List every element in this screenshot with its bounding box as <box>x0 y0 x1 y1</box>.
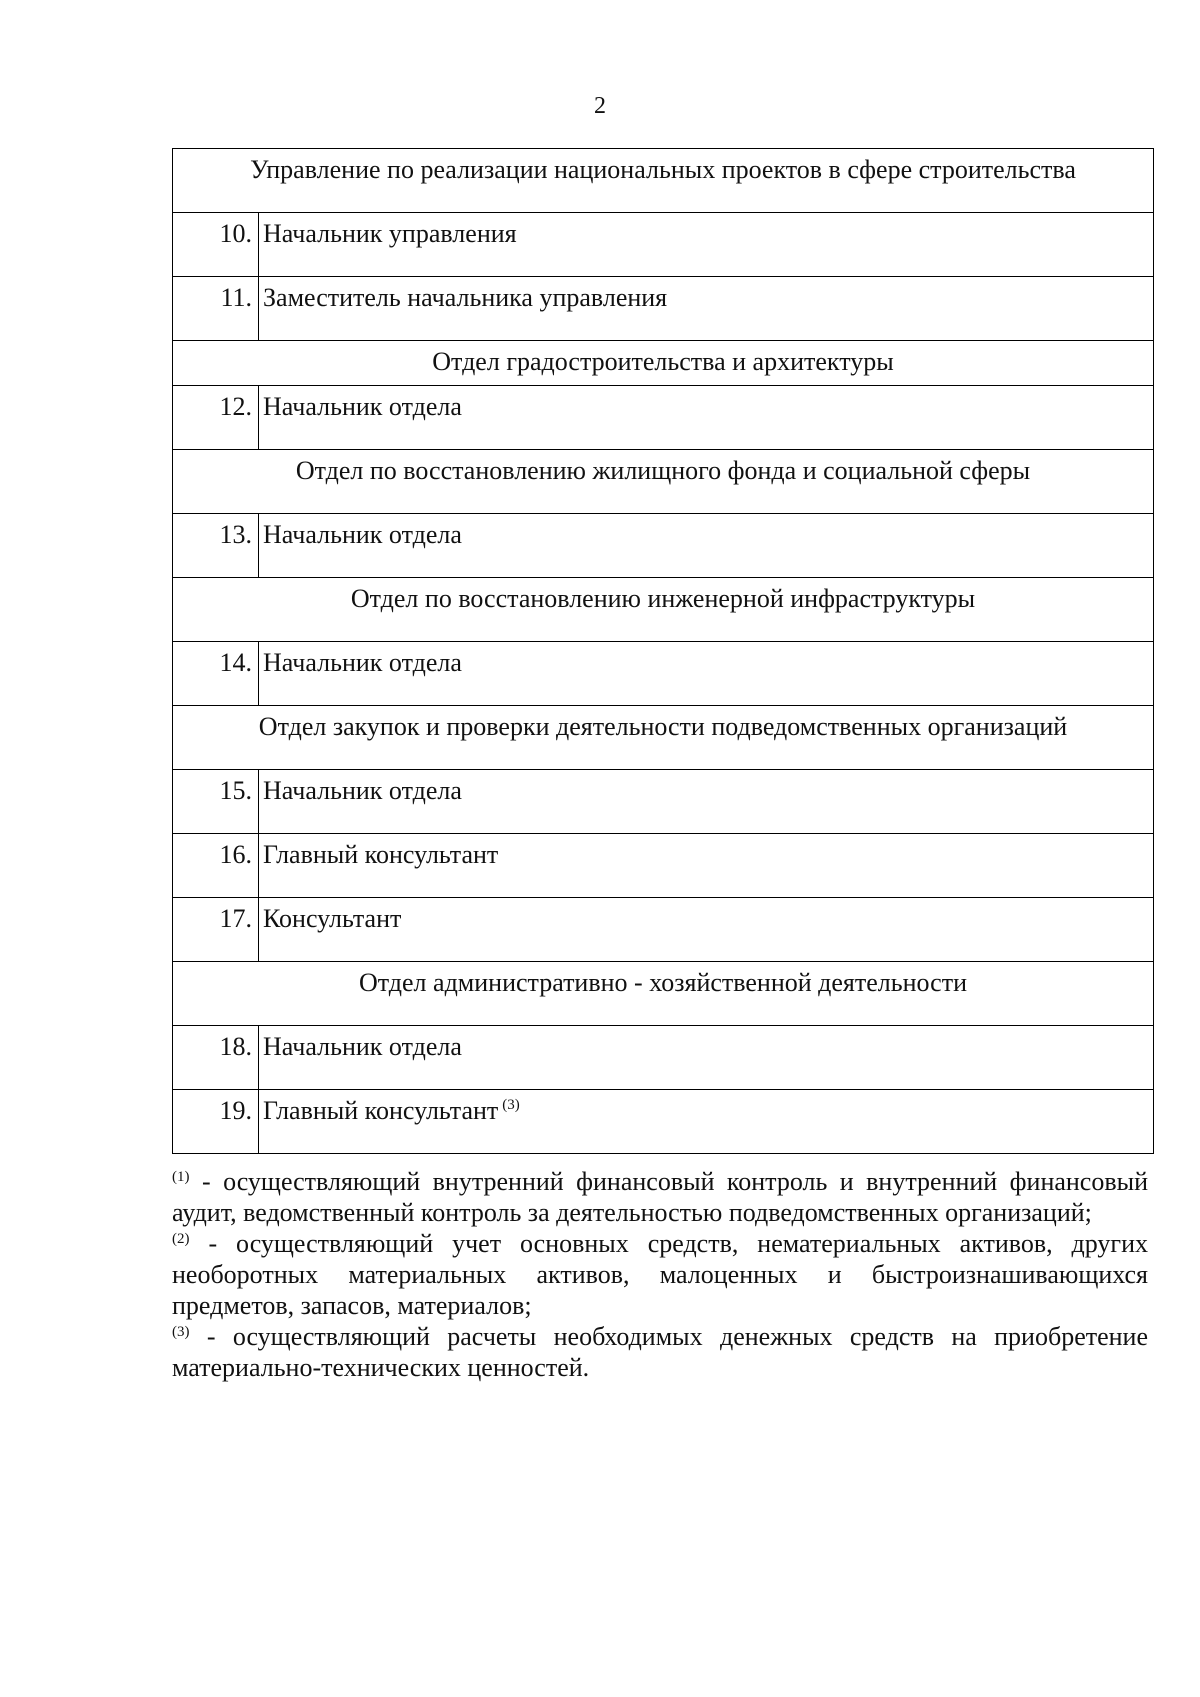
position-title: Начальник отдела <box>259 386 1154 450</box>
footnote-marker: (2) <box>172 1231 190 1247</box>
table-row <box>173 1026 1154 1090</box>
row-number: 18. <box>173 1026 259 1090</box>
row-number: 17. <box>173 898 259 962</box>
section-title: Отдел административно - хозяйственной деятельности <box>173 962 1154 1026</box>
footnotes <box>172 1166 1148 1383</box>
table-row <box>173 386 1154 450</box>
table-row <box>173 642 1154 706</box>
staff-table <box>172 148 1154 1154</box>
table-row <box>173 834 1154 898</box>
footnote-1 <box>172 1166 1148 1228</box>
section-title: Отдел закупок и проверки деятельности подведомственных организаций <box>173 706 1154 770</box>
row-number: 19. <box>173 1090 259 1154</box>
table-row <box>173 770 1154 834</box>
position-title: Консультант <box>259 898 1154 962</box>
footnote-2 <box>172 1228 1148 1321</box>
position-title: Заместитель начальника управления <box>259 277 1154 341</box>
position-title: Начальник отдела <box>259 514 1154 578</box>
table-row-section <box>173 962 1154 1026</box>
row-number: 15. <box>173 770 259 834</box>
section-title: Отдел по восстановлению жилищного фонда и социальной сферы <box>173 450 1154 514</box>
page-number: 2 <box>594 93 606 119</box>
table-row-section <box>173 578 1154 642</box>
position-title <box>259 1090 1154 1154</box>
table-row <box>173 213 1154 277</box>
position-title: Начальник управления <box>259 213 1154 277</box>
section-title: Отдел градостроительства и архитектуры <box>173 341 1154 386</box>
position-title: Начальник отдела <box>259 1026 1154 1090</box>
position-title: Начальник отдела <box>259 642 1154 706</box>
table-row-section <box>173 149 1154 213</box>
footnote-text: - осуществляющий внутренний финансовый контроль и внутренний финансовый аудит, ведомственный контроль за деятельностью подведомственных организаций; <box>172 1167 1149 1227</box>
row-number: 16. <box>173 834 259 898</box>
footnote-3 <box>172 1321 1148 1383</box>
position-title: Главный консультант <box>259 834 1154 898</box>
table-row <box>173 277 1154 341</box>
section-title: Управление по реализации национальных проектов в сфере строительства <box>173 149 1154 213</box>
table-row-section <box>173 706 1154 770</box>
table-row <box>173 898 1154 962</box>
row-number: 14. <box>173 642 259 706</box>
footnote-text: - осуществляющий учет основных средств, нематериальных активов, других необоротных материальных активов, малоценных и быстроизнашивающихся предметов, запасов, материалов; <box>172 1229 1149 1320</box>
row-number: 11. <box>173 277 259 341</box>
table-row <box>173 1090 1154 1154</box>
footnote-marker: (1) <box>172 1169 190 1185</box>
position-title-text: Главный консультант <box>263 1096 499 1125</box>
table-row-section <box>173 450 1154 514</box>
footnote-marker: (3) <box>172 1324 190 1340</box>
table-row <box>173 514 1154 578</box>
footnote-reference: (3) <box>502 1097 520 1113</box>
section-title: Отдел по восстановлению инженерной инфраструктуры <box>173 578 1154 642</box>
row-number: 13. <box>173 514 259 578</box>
row-number: 12. <box>173 386 259 450</box>
row-number: 10. <box>173 213 259 277</box>
position-title: Начальник отдела <box>259 770 1154 834</box>
footnote-text: - осуществляющий расчеты необходимых денежных средств на приобретение материально-технических ценностей. <box>172 1322 1149 1382</box>
table-row-section <box>173 341 1154 386</box>
